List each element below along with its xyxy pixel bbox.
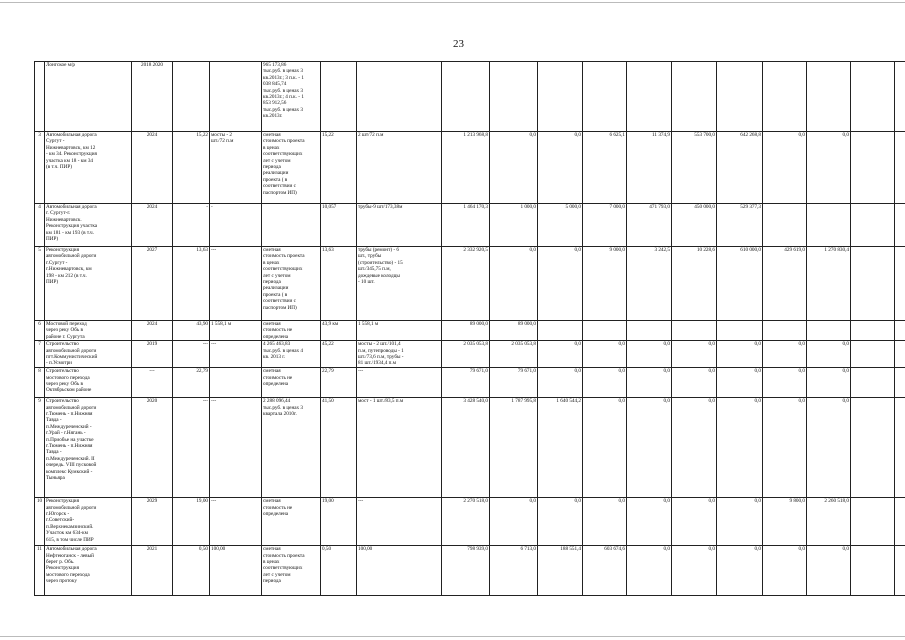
object-name-cell: Строительство автомобильной дороги пгт.Коммунистический - п.Усмотри	[45, 341, 132, 368]
structures-cell: 100,00	[357, 546, 442, 596]
value-col-10-cell	[895, 62, 905, 132]
value-col-3-cell: 603 674,6	[583, 546, 627, 596]
structures-cell: мост - 1 шт./83,5 п.м	[357, 398, 442, 498]
value-col-7-cell	[763, 62, 807, 132]
value-col-5-cell: 553 700,0	[672, 132, 717, 204]
value-col-6-cell: 0,0	[717, 368, 763, 398]
table-row	[35, 398, 905, 498]
completion-year-cell: 2029	[132, 498, 173, 546]
value-col-8-cell	[807, 204, 851, 247]
value-col-3-cell: 0,0	[583, 398, 627, 498]
object-name-cell: Реконструкция автомобильной дороги г.Сургут - г.Нижневартовск, км 198 - км 212 (в т.ч. ПИР)	[45, 247, 132, 321]
total-cost-cell: 79 671,0	[442, 368, 490, 398]
capacity-cell: ---	[210, 398, 262, 498]
completion-year-cell: 2024	[132, 321, 173, 341]
table-row	[35, 321, 905, 341]
cost-basis-cell: 2 288 096,44 тыс.руб. в ценах 3 квартала 2010г.	[262, 398, 321, 498]
value-col-1-cell: 1 000,0	[490, 204, 538, 247]
value-col-1-cell: 0,0	[490, 247, 538, 321]
completion-year-cell: 2019	[132, 341, 173, 368]
value-col-8-cell	[807, 321, 851, 341]
total-cost-cell: 3 428 540,0	[442, 398, 490, 498]
value-col-4-cell: 0,0	[627, 341, 672, 368]
total-cost-cell: 2 332 920,5	[442, 247, 490, 321]
capacity-cell: ---	[210, 341, 262, 368]
completion-year-cell: 2018 2020	[132, 62, 173, 132]
value-col-8-cell	[807, 62, 851, 132]
value-col-9-cell	[851, 247, 895, 321]
value-col-5-cell	[672, 62, 717, 132]
cost-basis-cell	[262, 204, 321, 247]
value-col-6-cell	[717, 321, 763, 341]
length-total-cell: 45,22	[321, 341, 357, 368]
value-col-3-cell	[583, 321, 627, 341]
value-col-3-cell: 0,0	[583, 368, 627, 398]
length-total-cell: 43,9 км	[321, 321, 357, 341]
total-cost-cell: 1 464 170,3	[442, 204, 490, 247]
value-col-1-cell: 0,0	[490, 132, 538, 204]
object-name-cell: Строительство автомобильной дороги г.Тюмень - п.Нижняя Тавда - п.Междуреченский - г.Урай - г.Нягань - п.Приобье на участке г.Тюмень - п.Нижняя Тавда - п.Междуреченский. II очередь. VIII пусковой комплекс Кумкский - Тыньяра	[45, 398, 132, 498]
object-name-cell: Автомобильная дорога г. Сургут-г. Нижневартовск. Реконструкция участка км 181 - км 193 (в т.ч. ПИР)	[45, 204, 132, 247]
value-col-2-cell	[538, 62, 583, 132]
value-col-10-cell	[895, 247, 905, 321]
value-col-10-cell	[895, 341, 905, 368]
row-number-cell: 4	[35, 204, 45, 247]
value-col-2-cell: 0,0	[538, 368, 583, 398]
value-col-7-cell	[763, 204, 807, 247]
table-row	[35, 62, 905, 132]
table-row	[35, 204, 905, 247]
completion-year-cell: 2021	[132, 546, 173, 596]
value-col-4-cell	[627, 62, 672, 132]
value-col-2-cell: 5 000,0	[538, 204, 583, 247]
value-col-9-cell	[851, 132, 895, 204]
row-number-cell	[35, 62, 45, 132]
structures-cell: 2 шт/72 п.м	[357, 132, 442, 204]
capacity-cell	[210, 368, 262, 398]
length-total-cell: 19,00	[321, 498, 357, 546]
value-col-2-cell: 0,0	[538, 341, 583, 368]
bottom-border-line	[0, 636, 905, 637]
value-col-9-cell	[851, 204, 895, 247]
value-col-1-cell	[490, 62, 538, 132]
cost-basis-cell: сметная стоимость проекта в ценах соответствующих лет с учетом периода реализации проекта ( в соответствии с паспортом ИП)	[262, 132, 321, 204]
value-col-5-cell	[672, 321, 717, 341]
table-row	[35, 546, 905, 596]
row-number-cell: 11	[35, 546, 45, 596]
value-col-2-cell: 0,0	[538, 247, 583, 321]
value-col-2-cell: 0,0	[538, 498, 583, 546]
value-col-10-cell	[895, 398, 905, 498]
row-number-cell: 10	[35, 498, 45, 546]
structures-cell: 1 558,1 м	[357, 321, 442, 341]
value-col-4-cell: 0,0	[627, 368, 672, 398]
value-col-10-cell	[895, 368, 905, 398]
cost-basis-cell: сметная стоимость проекта в ценах соответствующих лет с учетом периода	[262, 546, 321, 596]
capacity-cell: ---	[210, 247, 262, 321]
value-col-8-cell: 0,0	[807, 132, 851, 204]
value-col-3-cell: 7 000,0	[583, 204, 627, 247]
length-total-cell: 15,22	[321, 132, 357, 204]
total-cost-cell: 1 213 968,8	[442, 132, 490, 204]
object-name-cell: Автомобильная дорога Сургут - Нижневартовск, км 12 - км 34. Реконструкция участка км 18 - км 34 (в т.ч. ПИР)	[45, 132, 132, 204]
total-cost-cell: 798 939,0	[442, 546, 490, 596]
value-col-3-cell: 0,0	[583, 498, 627, 546]
value-col-4-cell: 0,0	[627, 398, 672, 498]
value-col-4-cell: 0,0	[627, 498, 672, 546]
value-col-10-cell	[895, 132, 905, 204]
capacity-cell: мосты - 2 шт./72 п.м	[210, 132, 262, 204]
value-col-9-cell	[851, 62, 895, 132]
page-number: 23	[453, 38, 464, 50]
value-col-6-cell: 0,0	[717, 398, 763, 498]
value-col-4-cell: 11 374,9	[627, 132, 672, 204]
value-col-6-cell: 642 268,8	[717, 132, 763, 204]
value-col-2-cell	[538, 321, 583, 341]
value-col-7-cell: 0,0	[763, 368, 807, 398]
value-col-6-cell: 610 000,0	[717, 247, 763, 321]
structures-cell: мосты - 2 шт./101,4 п.м, путепроводы - 1 шт./73,6 п.м, трубы - 81 шт./1934,4 п.м	[357, 341, 442, 368]
value-col-10-cell	[895, 204, 905, 247]
length-km-cell: -	[173, 204, 210, 247]
length-km-cell: ---	[173, 398, 210, 498]
table-row	[35, 368, 905, 398]
object-name-cell: Мостовой переход через реку Обь в районе г. Сургута	[45, 321, 132, 341]
value-col-7-cell: 0,0	[763, 341, 807, 368]
cost-basis-cell: сметная стоимость проекта в ценах соответствующих лет с учетом периода реализации проекта ( в соответствии с паспортом ИП)	[262, 247, 321, 321]
value-col-6-cell: 0,0	[717, 341, 763, 368]
structures-cell: трубы-9 шт/173,38м	[357, 204, 442, 247]
total-cost-cell: 89 000,0	[442, 321, 490, 341]
value-col-8-cell: 0,0	[807, 368, 851, 398]
value-col-8-cell: 2 260 518,0	[807, 498, 851, 546]
length-total-cell: 41,50	[321, 398, 357, 498]
value-col-4-cell: 0,0	[627, 546, 672, 596]
object-name-cell: Реконструкция автомобильной дороги г.Югорск - г.Советский- п.Верхнекамзинский. Участок км 634-км 615, в том числе ПИР	[45, 498, 132, 546]
object-name-cell: Лонгское м/р	[45, 62, 132, 132]
value-col-7-cell: 0,0	[763, 546, 807, 596]
value-col-3-cell: 0,0	[583, 341, 627, 368]
value-col-7-cell: 0,0	[763, 132, 807, 204]
value-col-5-cell: 0,0	[672, 498, 717, 546]
value-col-10-cell	[895, 321, 905, 341]
completion-year-cell: 2024	[132, 204, 173, 247]
length-km-cell: 13,63	[173, 247, 210, 321]
value-col-7-cell: 0,0	[763, 398, 807, 498]
cost-basis-cell: сметная стоимость не определена	[262, 321, 321, 341]
value-col-6-cell: 529 377,3	[717, 204, 763, 247]
value-col-6-cell: 0,0	[717, 546, 763, 596]
structures-cell: ---	[357, 368, 442, 398]
total-cost-cell: 2 035 053,8	[442, 341, 490, 368]
completion-year-cell: 2024	[132, 132, 173, 204]
table-row	[35, 247, 905, 321]
value-col-2-cell: 0,0	[538, 132, 583, 204]
length-km-cell: 43,90	[173, 321, 210, 341]
length-km-cell: 22,79	[173, 368, 210, 398]
table-row	[35, 498, 905, 546]
value-col-1-cell: 1 787 995,8	[490, 398, 538, 498]
value-col-1-cell: 0,0	[490, 498, 538, 546]
value-col-4-cell: 471 793,0	[627, 204, 672, 247]
value-col-9-cell	[851, 368, 895, 398]
value-col-10-cell	[895, 546, 905, 596]
length-km-cell: 0,50	[173, 546, 210, 596]
value-col-3-cell: 6 625,1	[583, 132, 627, 204]
value-col-6-cell: 0,0	[717, 498, 763, 546]
cost-basis-cell: 965 173,86 тыс.руб. в ценах 3 кв.2013г.; 3 п.к. - 1 038 845,74 тыс.руб. в ценах 3 кв.2013г.; 4 п.к. - 1 853 912,56 тыс.руб. в ценах 3 кв.2013г.	[262, 62, 321, 132]
value-col-5-cell: 0,0	[672, 368, 717, 398]
cost-basis-cell: сметная стоимость не определена	[262, 368, 321, 398]
row-number-cell: 9	[35, 398, 45, 498]
value-col-5-cell: 450 000,0	[672, 204, 717, 247]
length-km-cell: 15,22	[173, 132, 210, 204]
value-col-3-cell	[583, 62, 627, 132]
value-col-5-cell: 0,0	[672, 398, 717, 498]
value-col-10-cell	[895, 498, 905, 546]
value-col-2-cell: 188 551,4	[538, 546, 583, 596]
total-cost-cell	[442, 62, 490, 132]
value-col-7-cell: 9 800,0	[763, 498, 807, 546]
capacity-cell: -	[210, 204, 262, 247]
value-col-1-cell: 79 671,0	[490, 368, 538, 398]
row-number-cell: 6	[35, 321, 45, 341]
value-col-8-cell: 0,0	[807, 546, 851, 596]
value-col-9-cell	[851, 321, 895, 341]
value-col-1-cell: 6 713,0	[490, 546, 538, 596]
value-col-5-cell: 0,0	[672, 546, 717, 596]
capacity-cell: 1 558,1 м	[210, 321, 262, 341]
value-col-9-cell	[851, 498, 895, 546]
row-number-cell: 5	[35, 247, 45, 321]
object-name-cell: Строительство мостового перехода через реку Обь в Октябрьском районе	[45, 368, 132, 398]
length-km-cell	[173, 62, 210, 132]
structures-cell: ---	[357, 498, 442, 546]
value-col-9-cell	[851, 546, 895, 596]
value-col-3-cell: 9 000,0	[583, 247, 627, 321]
investment-projects-table	[34, 61, 905, 596]
length-km-cell: 19,00	[173, 498, 210, 546]
value-col-2-cell: 1 640 544,2	[538, 398, 583, 498]
row-number-cell: 8	[35, 368, 45, 398]
value-col-5-cell: 0,0	[672, 341, 717, 368]
value-col-4-cell: 3 242,5	[627, 247, 672, 321]
length-total-cell: 0,50	[321, 546, 357, 596]
value-col-6-cell	[717, 62, 763, 132]
completion-year-cell: ---	[132, 368, 173, 398]
value-col-4-cell	[627, 321, 672, 341]
total-cost-cell: 2 270 518,0	[442, 498, 490, 546]
value-col-8-cell: 1 270 830,4	[807, 247, 851, 321]
completion-year-cell: 2027	[132, 247, 173, 321]
table-row	[35, 341, 905, 368]
value-col-7-cell	[763, 321, 807, 341]
capacity-cell: ---	[210, 498, 262, 546]
completion-year-cell: 2020	[132, 398, 173, 498]
value-col-9-cell	[851, 398, 895, 498]
cost-basis-cell: 4 265 463,83 тыс.руб. в ценах 4 кв. 2013 г.	[262, 341, 321, 368]
value-col-5-cell: 10 228,6	[672, 247, 717, 321]
value-col-1-cell: 89 000,0	[490, 321, 538, 341]
object-name-cell: Автомобильная дорога Нефтеюганск - левый берег р. Обь. Реконструкция мостового перехода через протоку	[45, 546, 132, 596]
top-border-line	[0, 2, 905, 3]
capacity-cell	[210, 62, 262, 132]
value-col-8-cell: 0,0	[807, 341, 851, 368]
value-col-7-cell: 429 619,0	[763, 247, 807, 321]
value-col-9-cell	[851, 341, 895, 368]
row-number-cell: 7	[35, 341, 45, 368]
table-row	[35, 132, 905, 204]
length-km-cell: ---	[173, 341, 210, 368]
capacity-cell: 100,00	[210, 546, 262, 596]
structures-cell: трубы (ремонт) - 6 шт., трубы (строительство) - 15 шт./345,75 п.м, дождевые колодцы - 10 шт.	[357, 247, 442, 321]
structures-cell	[357, 62, 442, 132]
row-number-cell: 3	[35, 132, 45, 204]
length-total-cell: 10,057	[321, 204, 357, 247]
length-total-cell	[321, 62, 357, 132]
length-total-cell: 13,63	[321, 247, 357, 321]
cost-basis-cell: сметная стоимость не определена	[262, 498, 321, 546]
length-total-cell: 22,79	[321, 368, 357, 398]
value-col-8-cell: 0,0	[807, 398, 851, 498]
value-col-1-cell: 2 035 053,8	[490, 341, 538, 368]
